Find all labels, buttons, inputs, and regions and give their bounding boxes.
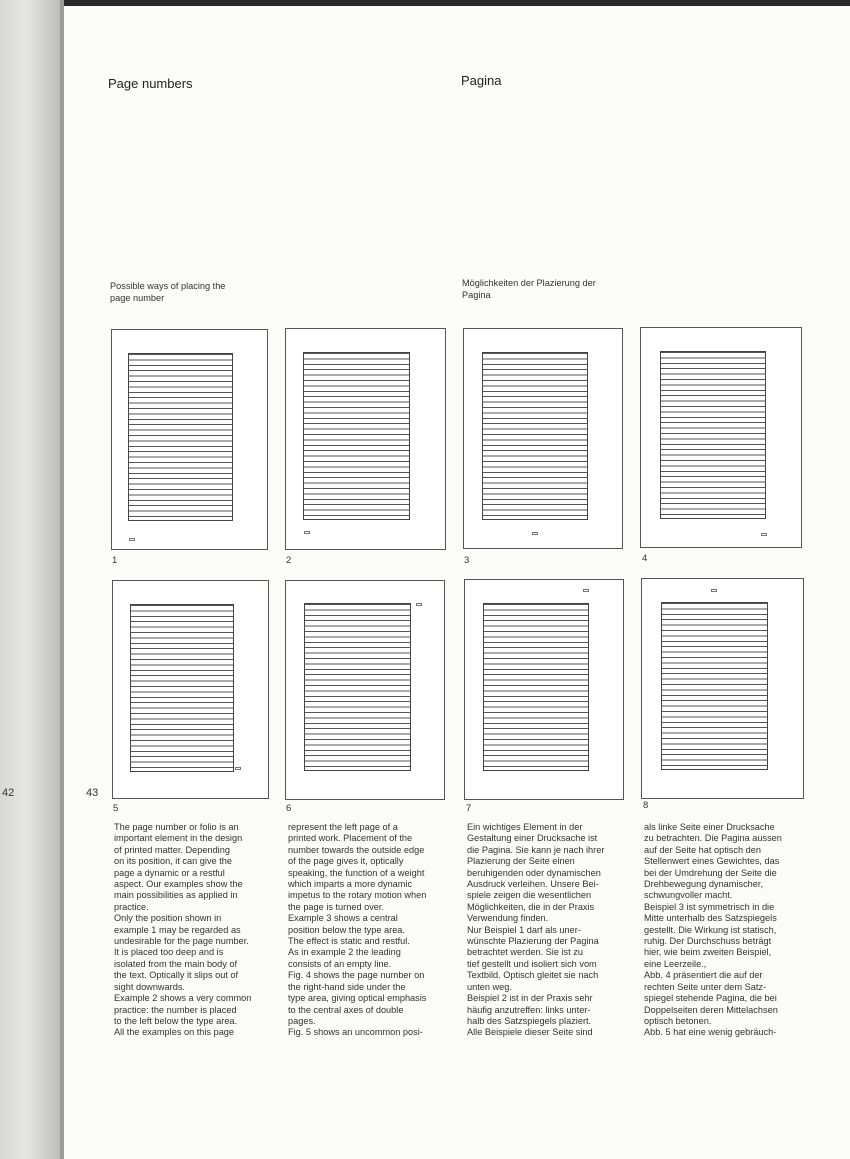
type-area <box>661 602 768 770</box>
text-line: It is placed too deep and is <box>114 947 224 958</box>
text-line: example 1 may be regarded as <box>114 924 241 935</box>
text-line: hier, wie beim zweiten Beispiel, <box>644 947 772 958</box>
text-line: zu betrachten. Die Pagina aussen <box>644 833 782 844</box>
text-line: aspect. Our examples show the <box>114 879 243 890</box>
text-line: All the examples on this page <box>114 1027 235 1038</box>
text-line: represent the left page of a <box>288 822 398 832</box>
text-line: consists of an empty line. <box>288 958 392 969</box>
heading-german: Pagina <box>461 73 502 88</box>
page-example-2 <box>285 328 446 550</box>
text-line: sight downwards. <box>114 981 185 992</box>
type-area <box>660 351 766 519</box>
type-area <box>303 352 410 520</box>
body-column-english-1 <box>114 822 276 1039</box>
text-line: on its position, it can give the <box>114 856 232 867</box>
text-line: die Pagina. Sie kann je nach ihrer <box>467 844 605 855</box>
text-line: wünschte Plazierung der Pagina <box>467 936 599 947</box>
page-example-8 <box>641 578 804 799</box>
text-line: optisch betonen. <box>644 1015 712 1026</box>
type-area <box>130 604 234 772</box>
caption-german-line: Pagina <box>462 289 491 300</box>
type-area <box>483 603 589 771</box>
text-line: beruhigenden oder dynamischen <box>467 867 601 878</box>
figure-label-1: 1 <box>112 555 118 566</box>
text-line: Abb. 4 präsentiert die auf der <box>644 970 763 981</box>
text-line: Abb. 5 hat eine wenig gebräuch- <box>644 1027 777 1038</box>
page-number-marker <box>416 603 422 606</box>
left-folio: 42 <box>2 787 15 799</box>
text-line: Example 2 shows a very common <box>114 993 252 1004</box>
body-column-german-2 <box>644 822 806 1039</box>
caption-german-line: Möglichkeiten der Plazierung der <box>462 278 596 288</box>
text-line: ruhig. Der Durchschuss beträgt <box>644 936 772 947</box>
text-line: bei der Umdrehung der Seite die <box>644 867 777 878</box>
figure-label-6: 6 <box>286 803 292 814</box>
page-number-marker <box>129 538 135 541</box>
text-line: Möglichkeiten, die in der Praxis <box>467 901 595 912</box>
text-line: Mitte unterhalb des Satzspiegels <box>644 913 777 924</box>
text-line: pages. <box>288 1015 316 1026</box>
text-line: Only the position shown in <box>114 913 222 924</box>
text-line: the right-hand side under the <box>288 981 406 992</box>
text-line: als linke Seite einer Drucksache <box>644 822 775 832</box>
text-line: tief gestellt und isoliert sich vom <box>467 958 597 969</box>
text-line: the text. Optically it slips out of <box>114 970 239 981</box>
text-line: unten weg. <box>467 981 512 992</box>
page-number-marker <box>532 532 538 535</box>
text-line: speaking, the function of a weight <box>288 867 425 878</box>
text-line: Nur Beispiel 1 darf als uner- <box>467 924 581 935</box>
text-line: Alle Beispiele dieser Seite sind <box>467 1027 593 1038</box>
text-line: position below the type area. <box>288 924 405 935</box>
text-line: Plazierung der Seite einen <box>467 856 575 867</box>
text-line: halb des Satzspiegels plaziert. <box>467 1015 592 1026</box>
right-folio: 43 <box>86 787 99 799</box>
text-line: Textbild. Optisch gleitet sie nach <box>467 970 599 981</box>
text-line: Fig. 5 shows an uncommon posi- <box>288 1027 423 1038</box>
heading-english: Page numbers <box>108 76 193 91</box>
page-number-marker <box>304 531 310 534</box>
text-line: Drehbewegung dynamischer, <box>644 879 763 890</box>
text-line: printed work. Placement of the <box>288 833 413 844</box>
page-example-1 <box>111 329 268 550</box>
book-spine-gutter <box>0 0 64 1159</box>
text-line: the page is turned over. <box>288 901 385 912</box>
page-number-marker <box>711 589 717 592</box>
text-line: undesirable for the page number. <box>114 936 249 947</box>
text-line: The effect is static and restful. <box>288 936 410 947</box>
text-line: häufig anzutreffen: links unter- <box>467 1004 591 1015</box>
type-area <box>304 603 411 771</box>
text-line: auf der Seite hat optisch den <box>644 844 761 855</box>
type-area <box>482 352 588 520</box>
text-line: isolated from the main body of <box>114 958 238 969</box>
text-line: rechten Seite unter dem Satz- <box>644 981 767 992</box>
text-line: schwungvoller macht. <box>644 890 733 901</box>
page-example-6 <box>285 580 445 800</box>
text-line: spiele zeigen die wesentlichen <box>467 890 592 901</box>
text-line: Example 3 shows a central <box>288 913 398 924</box>
text-line: practice: the number is placed <box>114 1004 237 1015</box>
text-line: of printed matter. Depending <box>114 844 230 855</box>
body-column-english-2 <box>288 822 450 1039</box>
text-line: Verwendung finden. <box>467 913 549 924</box>
page-number-marker <box>235 767 241 770</box>
text-line: gestellt. Die Wirkung ist statisch, <box>644 924 777 935</box>
page-number-marker <box>761 533 767 536</box>
figure-label-7: 7 <box>466 803 472 814</box>
figure-label-2: 2 <box>286 555 292 566</box>
text-line: Beispiel 2 ist in der Praxis sehr <box>467 993 593 1004</box>
text-line: practice. <box>114 901 149 912</box>
caption-english-line: Possible ways of placing the <box>110 281 226 291</box>
figure-label-5: 5 <box>113 803 119 814</box>
text-line: Gestaltung einer Drucksache ist <box>467 833 598 844</box>
text-line: page a dynamic or a restful <box>114 867 225 878</box>
page-example-3 <box>463 328 623 549</box>
gutter-shadow <box>60 0 64 1159</box>
text-line: important element in the design <box>114 833 243 844</box>
text-line: to the central axes of double <box>288 1004 404 1015</box>
caption-english-line: page number <box>110 292 165 303</box>
figure-label-4: 4 <box>642 553 648 564</box>
text-line: to the left below the type area. <box>114 1015 238 1026</box>
type-area <box>128 353 233 521</box>
text-line: type area, giving optical emphasis <box>288 993 427 1004</box>
caption-german <box>462 278 632 301</box>
text-line: main possibilities as applied in <box>114 890 238 901</box>
text-line: As in example 2 the leading <box>288 947 401 958</box>
text-line: Beispiel 3 ist symmetrisch in die <box>644 901 775 912</box>
text-line: betrachtet werden. Sie ist zu <box>467 947 583 958</box>
text-line: spiegel stehende Pagina, die bei <box>644 993 777 1004</box>
text-line: Doppelseiten deren Mittelachsen <box>644 1004 778 1015</box>
text-line: Ein wichtiges Element in der <box>467 822 583 832</box>
caption-english <box>110 281 280 304</box>
figure-label-8: 8 <box>643 800 649 811</box>
text-line: Ausdruck verleihen. Unsere Bei- <box>467 879 599 890</box>
text-line: impetus to the rotary motion when <box>288 890 427 901</box>
text-line: eine Leerzeile., <box>644 958 707 969</box>
body-column-german-1 <box>467 822 629 1039</box>
figure-label-3: 3 <box>464 555 470 566</box>
page-example-4 <box>640 327 802 548</box>
page-example-5 <box>112 580 269 799</box>
text-line: Stellenwert eines Gewichtes, das <box>644 856 780 867</box>
text-line: which imparts a more dynamic <box>288 879 413 890</box>
text-line: of the page gives it, optically <box>288 856 404 867</box>
page-number-marker <box>583 589 589 592</box>
text-line: Fig. 4 shows the page number on <box>288 970 425 981</box>
page-example-7 <box>464 579 624 800</box>
top-edge-shadow <box>0 0 850 6</box>
text-line: The page number or folio is an <box>114 822 239 832</box>
text-line: number towards the outside edge <box>288 844 425 855</box>
